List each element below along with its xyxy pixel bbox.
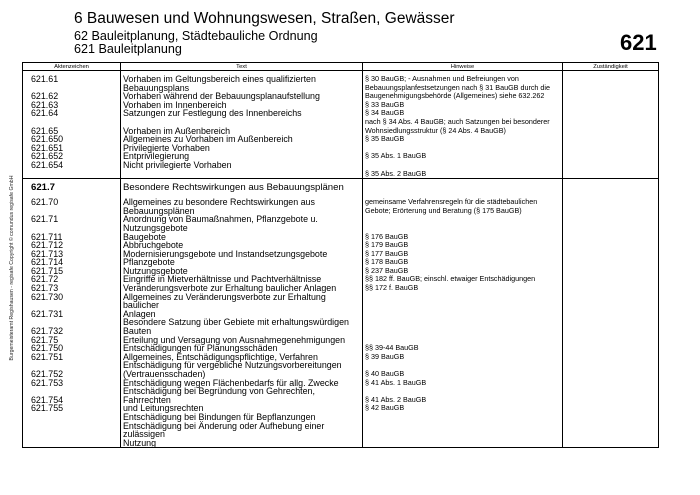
text-line: Vorhaben während der Bebauungsplanaufstellung xyxy=(123,91,320,102)
hint-line: Wohnsiedlungsstruktur (§ 24 Abs. 4 BauGB) xyxy=(365,125,506,135)
text-line: Nutzungsgebote xyxy=(123,265,188,276)
code-line: 621.63 xyxy=(31,99,59,110)
hint-line: § 35 Abs. 2 BauGB xyxy=(365,168,427,178)
hint-line: § 35 Abs. 1 BauGB xyxy=(365,151,427,161)
text-line: Allgemeines zu Vorhaben im Außenbereich xyxy=(123,134,293,145)
code-line: 621.61 xyxy=(31,74,59,84)
column-header-hinweise: Hinweise xyxy=(363,63,563,71)
code-line: 621.651 xyxy=(31,142,64,153)
code-line: 621.711 xyxy=(31,231,63,242)
hint-line xyxy=(363,301,562,310)
hint-line: § 176 BauGB xyxy=(365,231,409,241)
texts-cell xyxy=(121,71,363,179)
code-line: 621.755 xyxy=(31,403,64,414)
code-line: 621.750 xyxy=(31,343,64,354)
text-line: Entschädigung für vergebliche Nutzungsvorbereitungen xyxy=(123,360,342,371)
text-line: Modernisierungsgebote und Instandsetzungsgebote xyxy=(123,248,328,259)
code-line: 621.64 xyxy=(31,108,59,119)
hint-line: § 33 BauGB xyxy=(365,99,405,109)
hint-line: § 30 BauGB; - Ausnahmen und Befreiungen von xyxy=(365,74,519,83)
text-line: Entschädigungen für Planungsschäden xyxy=(123,343,278,354)
heading-level-1: 6 Bauwesen und Wohnungswesen, Straßen, Gewässer xyxy=(74,10,455,27)
hint-line: Gebote; Erörterung und Beratung (§ 175 BauGB) xyxy=(365,205,522,215)
hint-line: § 179 BauGB xyxy=(365,240,409,250)
hints-cell xyxy=(363,194,563,448)
text-line: Abbruchgebote xyxy=(123,240,184,251)
text-line: Entprivilegierung xyxy=(123,151,190,162)
code-line: 621.650 xyxy=(31,134,64,145)
zustaendigkeit-cell xyxy=(563,71,659,179)
code-line: 621.751 xyxy=(31,351,64,362)
column-header-text: Text xyxy=(121,63,363,71)
code-line: 621.731 xyxy=(31,308,64,319)
code-line: 621.715 xyxy=(31,265,64,276)
code-line: 621.712 xyxy=(31,240,64,251)
text-line: Nutzungsgebote xyxy=(123,222,188,233)
code-line: 621.652 xyxy=(31,151,64,162)
code-line: 621.752 xyxy=(31,369,64,379)
code-line: 621.714 xyxy=(31,257,64,268)
text-line: Bebauungsplänen xyxy=(123,205,195,216)
hint-line: § 39 BauGB xyxy=(365,351,405,361)
code-line: 621.75 xyxy=(31,334,59,345)
hint-line xyxy=(363,310,562,319)
codes-cell xyxy=(23,194,121,448)
hint-line xyxy=(363,215,562,224)
hint-line: § 177 BauGB xyxy=(365,248,409,258)
hint-line: Baugenehmigungsbehörde (Allgemeines) siehe 632.262 xyxy=(365,91,545,101)
text-line: Entschädigung bei Bindungen für Bepflanzungen xyxy=(123,411,316,422)
zustaendigkeit-cell xyxy=(563,194,659,448)
text-line: Privilegierte Vorhaben xyxy=(123,142,210,153)
table-block-621-6 xyxy=(23,71,659,179)
code-line: 621.70 xyxy=(31,197,59,208)
hint-line: nach § 34 Abs. 4 BauGB; auch Satzungen bei besonderer xyxy=(365,116,550,126)
sidebar-text: Burgemeisteramt Regishausen - regisafe Copyright © comundus regisafe GmbH xyxy=(9,175,15,361)
text-line: Eingriffe in Mietverhältnisse und Pachtverhältnisse xyxy=(123,274,322,285)
text-line: Satzungen zur Festlegung des Innenbereichs xyxy=(123,108,302,119)
text-line: Veränderungsverbote zur Erhaltung baulicher Anlagen xyxy=(123,283,337,294)
text-line: Pflanzgebote xyxy=(123,257,175,268)
text-line: Anordnung von Baumaßnahmen, Pflanzgebote u. xyxy=(123,214,318,225)
hint-line: §§ 39-44 BauGB xyxy=(365,343,419,353)
hint-line: gemeinsame Verfahrensregeln für die städtebaulichen xyxy=(365,197,538,207)
text-line: (Vertrauensschaden) xyxy=(123,369,206,379)
text-line: Besondere Satzung über Gebiete mit erhaltungswürdigen xyxy=(123,317,349,328)
section-title: Besondere Rechtswirkungen aus Bebauungsplänen xyxy=(121,179,363,195)
hint-line: §§ 182 ff. BauGB; einschl. etwaiger Entschädigungen xyxy=(365,274,536,284)
text-line: Allgemeines, Entschädigungspflichtige, Verfahren xyxy=(123,351,318,362)
hint-line: §§ 172 f. BauGB xyxy=(365,283,419,293)
hint-line xyxy=(363,318,562,327)
table-block-621-7 xyxy=(23,194,659,448)
table-header-row xyxy=(23,63,659,71)
sidebar-copyright xyxy=(6,70,18,470)
column-header-zustaendigkeit: Zuständigkeit xyxy=(563,63,659,71)
file-plan-table xyxy=(22,62,659,448)
text-line: Nutzung xyxy=(123,437,157,448)
code-line: 621.71 xyxy=(31,214,59,225)
code-line: 621.72 xyxy=(31,274,59,285)
hint-line: § 35 BauGB xyxy=(365,134,405,144)
text-line: Anlagen xyxy=(123,308,156,319)
code-line: 621.73 xyxy=(31,283,59,294)
hint-line: Bebauungsplanfestsetzungen nach § 31 BauGB durch die xyxy=(365,82,551,92)
column-header-aktenzeichen: Aktenzeichen xyxy=(23,63,121,71)
hints-cell xyxy=(363,71,563,179)
hint-line: § 42 BauGB xyxy=(365,403,405,413)
text-line: Erteilung und Versagung von Ausnahmegenehmigungen xyxy=(123,334,346,345)
text-line: Bebauungsplans xyxy=(123,82,190,93)
code-line: 621.730 xyxy=(31,291,64,302)
text-line: Bauten xyxy=(123,326,152,337)
hint-line: § 41 Abs. 1 BauGB xyxy=(365,377,427,387)
hint-line xyxy=(363,327,562,336)
text-line: Entschädigung wegen Flächenbedarfs für allg. Zwecke xyxy=(123,377,339,388)
code-line: 621.654 xyxy=(31,159,64,170)
text-line: Vorhaben im Außenbereich xyxy=(123,125,231,136)
text-line: Vorhaben im Geltungsbereich eines qualifizierten xyxy=(123,74,316,84)
code-line: 621.732 xyxy=(31,326,64,337)
section-code: 621.7 xyxy=(23,179,121,195)
code-line: 621.713 xyxy=(31,248,64,259)
hint-line: § 178 BauGB xyxy=(365,257,409,267)
texts-cell xyxy=(121,194,363,448)
codes-cell xyxy=(23,71,121,179)
heading-level-2: 62 Bauleitplanung, Städtebauliche Ordnung xyxy=(74,29,318,43)
code-line: 621.753 xyxy=(31,377,64,388)
text-line: Entschädigung bei Änderung oder Aufhebung einer zulässigen xyxy=(123,420,325,440)
code-line: 621.65 xyxy=(31,125,59,136)
hint-line xyxy=(363,293,562,302)
text-line: Allgemeines zu Veränderungsverbote zur Erhaltung baulicher xyxy=(123,291,326,311)
heading-level-3: 621 Bauleitplanung xyxy=(74,42,182,56)
text-line: Baugebote xyxy=(123,231,166,242)
text-line: Allgemeines zu besondere Rechtswirkungen aus xyxy=(123,197,315,208)
text-line: Nicht privilegierte Vorhaben xyxy=(123,159,232,170)
text-line: Vorhaben im Innenbereich xyxy=(123,99,227,110)
text-line: und Leitungsrechten xyxy=(123,403,204,414)
page-number: 621 xyxy=(620,30,657,55)
code-line: 621.754 xyxy=(31,394,64,405)
code-line: 621.62 xyxy=(31,91,59,102)
hint-line: § 237 BauGB xyxy=(365,265,409,275)
section-header-row xyxy=(23,179,659,195)
hint-line: § 40 BauGB xyxy=(365,369,405,378)
text-line: Entschädigung bei Begründung von Gehrechten, Fahrrechten xyxy=(123,386,315,405)
hint-line: § 41 Abs. 2 BauGB xyxy=(365,394,427,404)
hint-line: § 34 BauGB xyxy=(365,108,405,118)
